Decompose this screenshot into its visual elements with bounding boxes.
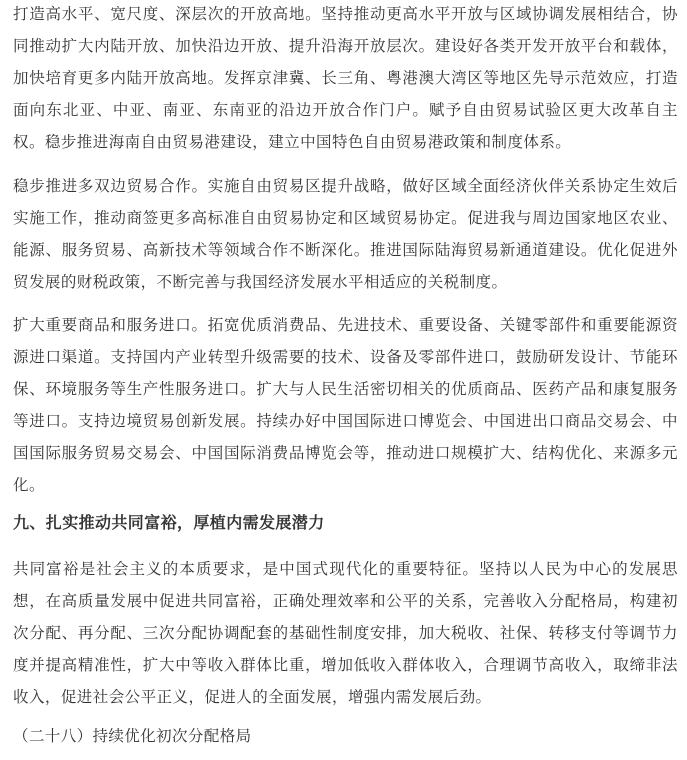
paragraph-common-prosperity: 共同富裕是社会主义的本质要求，是中国式现代化的重要特征。坚持以人民为中心的发展思想，在高质量发展中促进共同富裕，正确处理效率和公平的关系，完善收入分配格局，构建初次分配、再分配、三次分配协调配套的基础性制度安排，加大税收、社保、转移支付等调节力度并提高精准性，扩大中等收入群体比重，增加低收入群体收入，合理调节高收入，取缔非法收入，促进社会公平正义，促进人的全面发展，增强内需发展后劲。 <box>13 560 678 706</box>
subsection-heading: （二十八）持续优化初次分配格局 <box>13 727 252 745</box>
paragraph-expand-imports: 扩大重要商品和服务进口。拓宽优质消费品、先进技术、重要设备、关键零部件和重要能源资源进口渠道。支持国内产业转型升级需要的技术、设备及零部件进口，鼓励研发设计、节能环保、环境服务等生产性服务进口。扩大与人民生活密切相关的优质商品、医药产品和康复服务等进口。支持边境贸易创新发展。持续办好中国国际进口博览会、中国进出口商品交易会、中国国际服务贸易交易会、中国国际消费品博览会等，推动进口规模扩大、结构优化、来源多元化。 <box>13 316 678 494</box>
section-heading: 九、扎实推动共同富裕，厚植内需发展潜力 <box>13 513 325 532</box>
paragraph-open-highland: 打造高水平、宽尺度、深层次的开放高地。坚持推动更高水平开放与区域协调发展相结合，协同推动扩大内陆开放、加快沿边开放、提升沿海开放层次。建设好各类开发开放平台和载体，加快培育更多内陆开放高地。发挥京津冀、长三角、粤港澳大湾区等地区先导示范效应，打造面向东北亚、中亚、南亚、东南亚的沿边开放合作门户。赋予自由贸易试验区更大改革自主权。稳步推进海南自由贸易港建设，建立中国特色自由贸易港政策和制度体系。 <box>13 5 678 151</box>
paragraph-trade-cooperation: 稳步推进多双边贸易合作。实施自由贸易区提升战略，做好区域全面经济伙伴关系协定生效后实施工作，推动商签更多高标准自由贸易协定和区域贸易协定。促进我与周边国家地区农业、能源、服务贸易、高新技术等领域合作不断深化。推进国际陆海贸易新通道建设。优化促进外贸发展的财税政策，不断完善与我国经济发展水平相适应的关税制度。 <box>13 177 678 291</box>
